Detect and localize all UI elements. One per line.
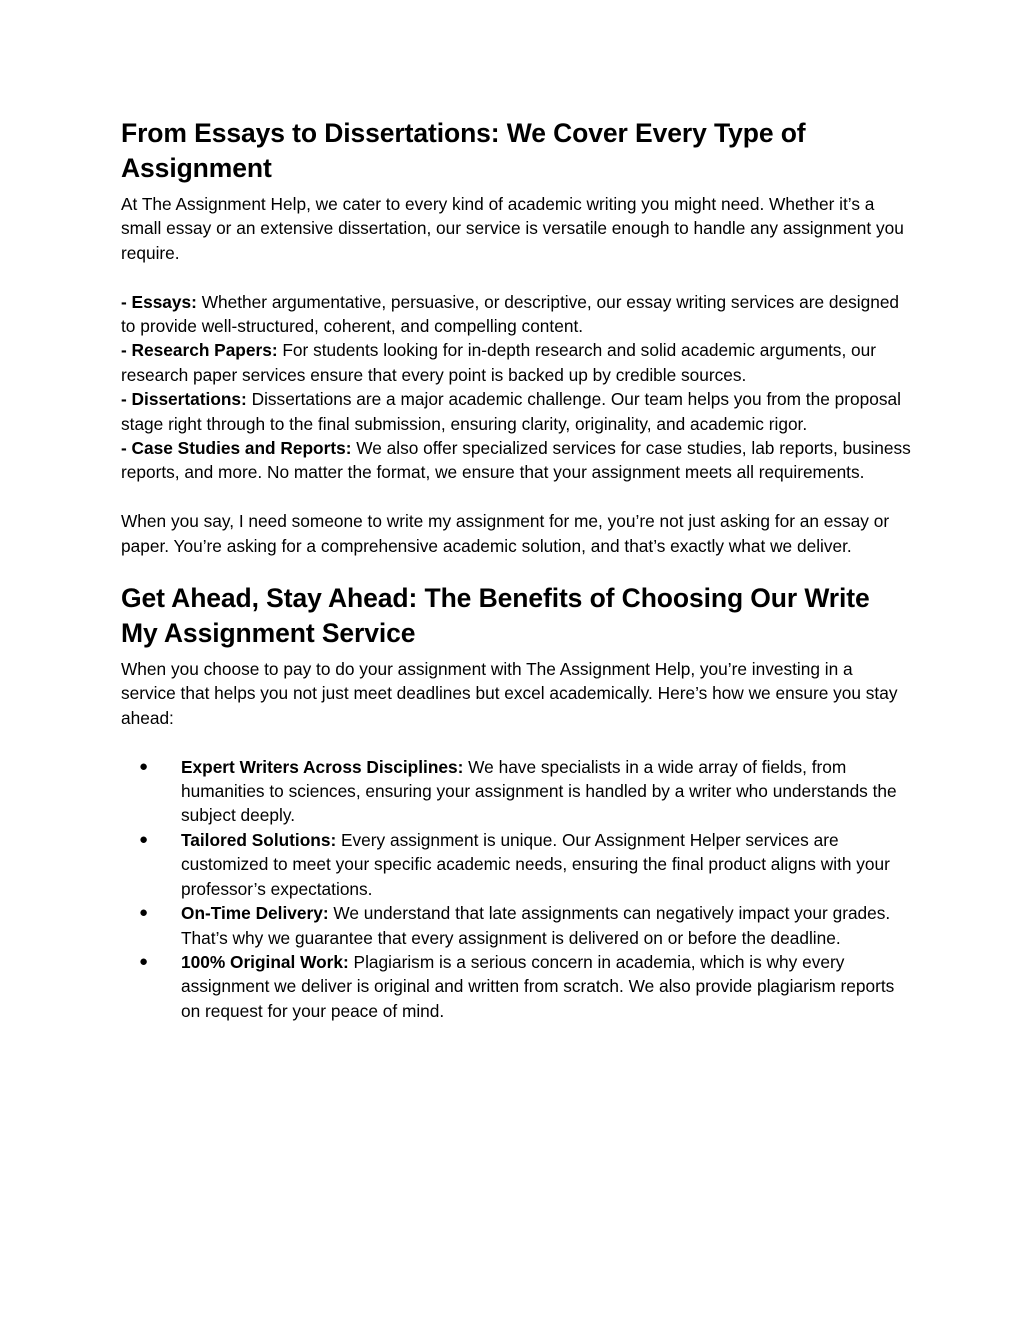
service-item-case-studies <box>121 436 911 485</box>
list-item <box>121 950 911 1023</box>
list-item <box>121 828 911 901</box>
benefit-label: 100% Original Work: <box>181 951 349 972</box>
service-item-essays <box>121 290 911 339</box>
service-item-label: - Dissertations: <box>121 389 247 410</box>
benefits-list <box>121 755 911 1023</box>
service-item-text: For students looking for in-depth research and solid academic arguments, our research paper services ensure that every point is backed up by credible sources. <box>121 340 877 385</box>
service-item-label: - Case Studies and Reports: <box>121 438 352 459</box>
service-item-label: - Research Papers: <box>121 340 278 361</box>
paragraph-spacer <box>121 485 911 509</box>
list-item <box>121 755 911 828</box>
benefits-intro-paragraph: When you choose to pay to do your assignment with The Assignment Help, you’re investing in a service that helps you not just meet deadlines but excel academically. Here’s how we ensure you stay ahead: <box>121 659 898 728</box>
service-item-dissertations <box>121 387 911 436</box>
section-intro-paragraph: At The Assignment Help, we cater to every kind of academic writing you might need. Whether it’s a small essay or an extensive dissertation, our service is versatile enough to handle any assignment you require. <box>121 194 904 263</box>
bullet-icon: ● <box>139 757 149 775</box>
benefit-text: We understand that late assignments can negatively impact your grades. That’s why we guarantee that every assignment is delivered on or before the deadline. <box>181 903 891 948</box>
section-heading-assignment-types: From Essays to Dissertations: We Cover Every Type of Assignment <box>121 118 806 183</box>
document-page <box>121 116 911 1023</box>
bullet-icon: ● <box>139 830 149 848</box>
benefit-text: Every assignment is unique. Our Assignment Helper services are customized to meet your specific academic needs, ensuring the final product aligns with your professor’s expectations. <box>181 829 890 899</box>
section-closing-paragraph: When you say, I need someone to write my assignment for me, you’re not just asking for an essay or paper. You’re asking for a comprehensive academic solution, and that’s exactly what we deliver. <box>121 511 890 556</box>
list-item <box>121 901 911 950</box>
service-item-label: - Essays: <box>121 291 197 312</box>
paragraph-spacer <box>121 265 911 289</box>
service-item-research-papers <box>121 338 911 387</box>
benefit-label: Tailored Solutions: <box>181 829 337 850</box>
benefit-text: We have specialists in a wide array of fields, from humanities to sciences, ensuring your assignment is handled by a writer who understands the subject deeply. <box>181 756 897 826</box>
section-heading-benefits: Get Ahead, Stay Ahead: The Benefits of Choosing Our Write My Assignment Service <box>121 583 870 649</box>
bullet-icon: ● <box>139 952 149 970</box>
service-item-text: We also offer specialized services for case studies, lab reports, business reports, and more. No matter the format, we ensure that your assignment meets all requirements. <box>121 438 911 483</box>
benefit-text: Plagiarism is a serious concern in academia, which is why every assignment we deliver is original and written from scratch. We also provide plagiarism reports on request for your peace of mind. <box>181 951 895 1021</box>
service-item-text: Dissertations are a major academic challenge. Our team helps you from the proposal stage right through to the final submission, ensuring clarity, originality, and academic rigor. <box>121 389 901 434</box>
service-item-text: Whether argumentative, persuasive, or descriptive, our essay writing services are designed to provide well-structured, coherent, and compelling content. <box>121 291 900 337</box>
benefit-label: On-Time Delivery: <box>181 903 329 924</box>
paragraph-spacer <box>121 730 911 754</box>
benefit-label: Expert Writers Across Disciplines: <box>181 756 464 777</box>
bullet-icon: ● <box>139 904 149 922</box>
